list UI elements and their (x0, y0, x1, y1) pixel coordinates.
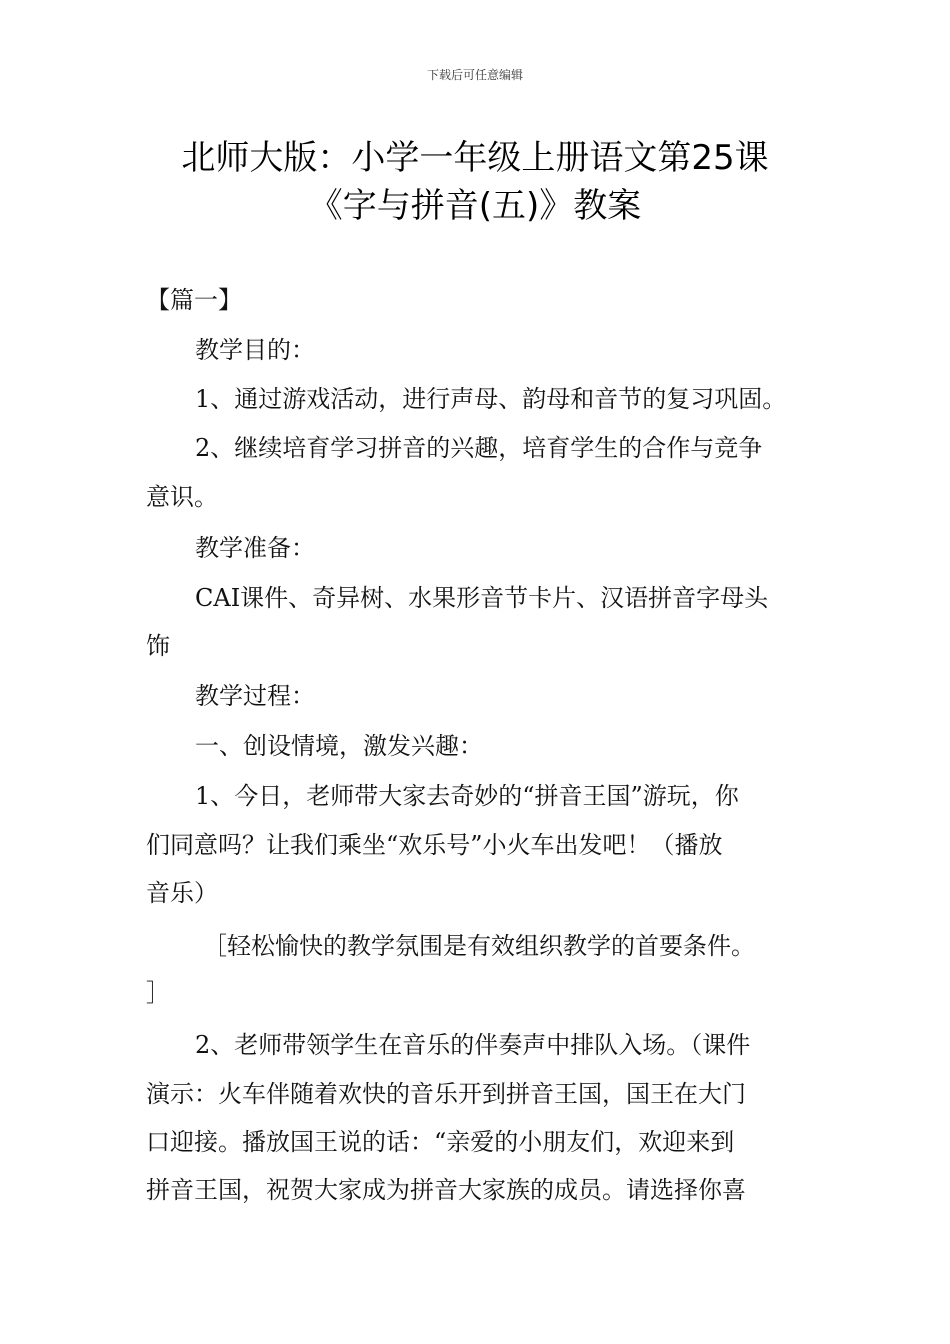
paragraph-line: 1、今日，老师带大家去奇妙的“拼音王国”游玩，你 (195, 782, 739, 810)
paragraph-line: 音乐） (146, 879, 218, 907)
paragraph-line: 2、老师带领学生在音乐的伴奏声中排队入场。（课件 (195, 1031, 751, 1059)
paragraph-line: CAI课件、奇异树、水果形音节卡片、汉语拼音字母头 (195, 584, 769, 612)
paragraph-line: 教学过程： (195, 682, 315, 710)
paragraph-line: 一、创设情境，激发兴趣： (195, 732, 483, 760)
paragraph-line: 演示：火车伴随着欢快的音乐开到拼音王国，国王在大门 (146, 1080, 746, 1108)
paragraph-line: 2、继续培育学习拼音的兴趣，培育学生的合作与竞争 (195, 434, 763, 462)
paragraph-line: 教学准备： (195, 534, 315, 562)
paragraph-line: 意识。 (146, 483, 218, 511)
annotation-line: ［轻松愉快的教学氛围是有效组织教学的首要条件。 (203, 932, 755, 960)
header-note: 下载后可任意编辑 (426, 68, 523, 82)
annotation-line: ］ (146, 979, 170, 1007)
paragraph-line: 拼音王国，祝贺大家成为拼音大家族的成员。请选择你喜 (146, 1176, 746, 1204)
paragraph-line: 教学目的： (195, 336, 315, 364)
paragraph-line: 们同意吗？让我们乘坐“欢乐号”小火车出发吧！（播放 (146, 831, 723, 859)
paragraph-line: 饰 (146, 632, 170, 660)
section-label: 【篇一】 (146, 286, 242, 314)
title-line-2: 《字与拼音(五)》教案 (308, 186, 642, 226)
title-line-1: 北师大版：小学一年级上册语文第25课 (181, 138, 769, 178)
paragraph-line: 口迎接。播放国王说的话：“亲爱的小朋友们，欢迎来到 (146, 1128, 735, 1156)
paragraph-line: 1、通过游戏活动，进行声母、韵母和音节的复习巩固。 (195, 385, 787, 413)
